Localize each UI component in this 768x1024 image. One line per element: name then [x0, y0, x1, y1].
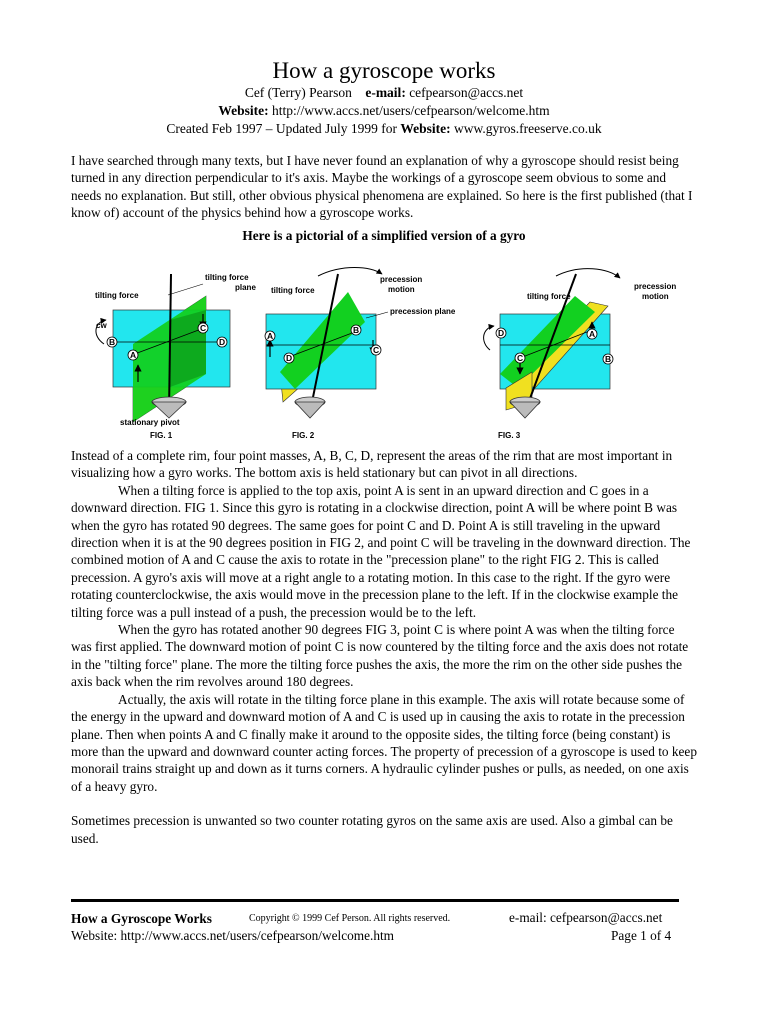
fig1-tilting-force: tilting force: [95, 291, 139, 300]
fig1-caption: FIG. 1: [150, 431, 173, 440]
fig3-point-d: D: [498, 328, 505, 338]
author-line: [0, 84, 768, 101]
fig3-pivot-cone: [510, 402, 540, 418]
author-name: Cef (Terry) Pearson: [244, 85, 352, 100]
author-email[interactable]: cefpearson@accs.net: [409, 85, 524, 100]
fig3-tilting-force: tilting force: [527, 292, 571, 301]
body-paragraph-4: Actually, the axis will rotate in the tilting force plane in this example. The axis will rotate because some of the energy in the upward and downward motion of A and C is used up in causing the axis to rotate in the precession plane. Then when points A and C finally make it around to the opposite sides, the tilting force (being constant) is more than the upward and downward counter acting forces. The property of precession of a gyroscope is used to keep monorail trains straight up and down as it turns corners. A hydraulic cylinder pushes or pulls, as needed, on one axis of a heavy gyro.: [71, 691, 697, 794]
footer-title: How a Gyroscope Works: [71, 911, 212, 926]
fig1-point-a: A: [130, 350, 137, 360]
fig3-point-c: C: [517, 353, 524, 363]
body-paragraph-3: When the gyro has rotated another 90 degrees FIG 3, point C is where point A was when the tilting force was first applied. The downward motion of point C is now countered by the tilting force and the axis does not rotate in the "tilting force" plane. The more the tilting force pushes the axis, the more the rim on the other side pushes the axis back when the rim revolves around 180 degrees.: [71, 622, 689, 690]
body-paragraph-5: Sometimes precession is unwanted so two counter rotating gyros on the same axis are used. Also a gimbal can be used.: [71, 813, 673, 846]
pictorial-caption: Here is a pictorial of a simplified version of a gyro: [242, 228, 526, 243]
fig1-point-c: C: [200, 323, 207, 333]
intro-text: I have searched through many texts, but I have never found an explanation of why a gyroscope should resist being turned in any direction perpendicular to it's axis. Maybe the workings of a gyroscope seem obvious to some and needs no explanation. But still, other obvious physical phenomena are explained. So here is the first published (that I know of) account of the physics behind how a gyroscope works.: [71, 153, 693, 221]
fig2-caption: FIG. 2: [292, 431, 315, 440]
page-title: How a gyroscope works: [272, 58, 496, 83]
fig1-point-d: D: [219, 337, 226, 347]
created-line: [0, 120, 768, 137]
fig2-point-a: A: [267, 331, 274, 341]
intro-paragraph: [71, 152, 697, 222]
figure-1: [95, 273, 256, 440]
gyro-figures: [80, 262, 700, 447]
fig2-precession-arrow: [318, 268, 382, 277]
fig1-pivot-cone: [152, 402, 186, 418]
body-paragraph-1: Instead of a complete rim, four point masses, A, B, C, D, represent the areas of the rim that are most important in visualizing how a gyro works. The bottom axis is held stationary but can pivot in all directions.: [71, 448, 673, 481]
fig2-pivot-cone: [295, 402, 325, 418]
fig2-precession-motion-2: motion: [388, 285, 415, 294]
created-website-label: Website:: [400, 121, 451, 136]
website-label: Website:: [218, 103, 269, 118]
fig1-leader: [168, 284, 203, 295]
footer-page-number: Page 1 of 4: [611, 928, 672, 943]
footer-divider: [71, 899, 679, 902]
fig3-caption: FIG. 3: [498, 431, 521, 440]
fig1-cw: cw: [96, 321, 107, 330]
fig1-tf-plane-2: plane: [235, 283, 256, 292]
fig3-point-a: A: [589, 329, 596, 339]
fig2-point-d: D: [286, 353, 293, 363]
fig3-precession-motion-2: motion: [642, 292, 669, 301]
fig2-point-c: C: [373, 345, 380, 355]
fig1-point-b: B: [109, 337, 116, 347]
website-link[interactable]: http://www.accs.net/users/cefpearson/welcome.htm: [271, 103, 550, 118]
email-label: e-mail:: [365, 85, 406, 100]
fig1-pivot-label: stationary pivot: [120, 418, 180, 427]
footer-website[interactable]: Website: http://www.accs.net/users/cefpearson/welcome.htm: [71, 928, 395, 943]
fig2-precession-motion-1: precession: [380, 275, 423, 284]
fig3-precession-arrow: [556, 269, 620, 278]
fig3-precession-motion-1: precession: [634, 282, 677, 291]
fig3-point-b: B: [605, 354, 612, 364]
footer-email[interactable]: e-mail: cefpearson@accs.net: [509, 910, 663, 925]
fig3-cw-arrow: [484, 326, 494, 350]
created-website-link[interactable]: www.gyros.freeserve.co.uk: [454, 121, 602, 136]
footer-copyright: Copyright © 1999 Cef Person. All rights reserved.: [249, 913, 451, 924]
website-line: [0, 102, 768, 119]
fig2-point-b: B: [353, 325, 360, 335]
body-paragraph-2: When a tilting force is applied to the top axis, point A is sent in an upward direction and C goes in a downward direction. FIG 1. Since this gyro is rotating in a clockwise direction, point A will be where point B was when the gyro has rotated 90 degrees. The same goes for point C and D. Point A is still traveling in the upward direction when it is at the 90 degrees position in FIG 2, and point C will be traveling in the downward direction. The combined motion of A and C cause the axis to rotate in the "precession plane" to the right FIG 2. This is called precession. A gyro's axis will move at a right angle to a rotating motion. In this case to the right. If the gyro were rotating counterclockwise, the axis would move in the precession plane to the left. If in the clockwise example the tilting force was a pull instead of a push, the precession would be to the left.: [71, 482, 691, 620]
figure-3: [484, 269, 677, 440]
fig2-precession-plane: precession plane: [390, 307, 456, 316]
created-text: Created Feb 1997 – Updated July 1999 for: [166, 121, 397, 136]
fig1-tf-plane-1: tilting force: [205, 273, 249, 282]
fig2-tilting-force: tilting force: [271, 286, 315, 295]
fig1-dark-green-overlap: [170, 310, 206, 387]
body-text: [71, 447, 697, 847]
figure-2: [265, 268, 456, 441]
